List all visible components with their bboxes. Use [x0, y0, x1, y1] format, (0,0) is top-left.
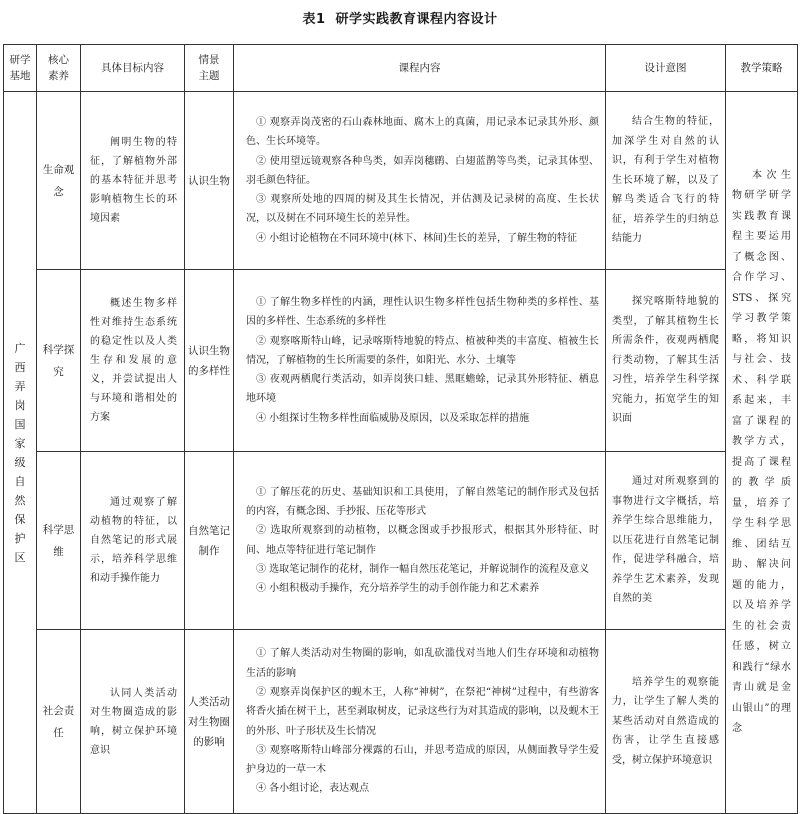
table-row — [4, 452, 798, 630]
table-row — [4, 92, 798, 270]
goal-cell: 概述生物多样性对维持生态系统的稳定性以及人类生存和发展的意义，并尝试提出人与环境和谐相处的方案 — [81, 270, 185, 452]
content-item: ① 了解压花的历史、基础知识和工具使用，了解自然笔记的制作形式及包括的内容，有概念图、手抄报、压花等形式 — [246, 486, 599, 517]
header-content: 课程内容 — [234, 45, 606, 92]
base-name: 广西弄岗国家级自然保护区 — [14, 341, 26, 564]
table-row — [4, 270, 798, 452]
table-title: 研学实践教育课程内容设计 — [335, 12, 498, 27]
intent-cell: 通过对所观察到的事物进行文字概括，培养学生综合思维能力，以压花进行自然笔记制作，促进学科融合，培养学生艺术素养，发现自然的美 — [606, 452, 726, 630]
content-cell — [234, 92, 606, 270]
table-number: 表1 — [302, 12, 326, 27]
content-item: ③ 观察所处地的四周的树及其生长情况，并估测及记录树的高度、生长状况，以及树在不同环境生长的差异性。 — [246, 194, 599, 225]
theme-cell: 人类活动对生物圈的影响 — [185, 630, 234, 814]
content-item: ② 选取所观察到的动植物，以概念图或手抄报形式，根据其外形特征、时间、地点等特征进行笔记制作 — [246, 525, 599, 556]
content-item: ④ 小组讨论植物在不同环境中(林下、林间)生长的差异，了解生物的特征 — [256, 232, 577, 244]
literacy-cell: 科学探究 — [37, 270, 81, 452]
content-item: ④ 小组积极动手操作，充分培养学生的动手创作能力和艺术素养 — [256, 583, 540, 595]
header-theme: 情景主题 — [185, 45, 234, 92]
goal-cell: 通过观察了解动植物的特征，以自然笔记的形式展示，培养科学思维和动手操作能力 — [81, 452, 185, 630]
header-goal: 具体目标内容 — [81, 45, 185, 92]
table-caption — [0, 8, 800, 27]
content-item: ① 了解生物多样性的内涵，理性认识生物多样性包括生物种类的多样性、基因的多样性、生态系统的多样性 — [246, 296, 599, 328]
literacy-cell: 生命观念 — [37, 92, 81, 270]
literacy-cell: 科学思维 — [37, 452, 81, 630]
content-item: ④ 小组探讨生物多样性面临威胁及原因，以及采取怎样的措施 — [256, 412, 530, 424]
header-strategy: 教学策略 — [726, 45, 798, 92]
theme-cell: 自然笔记制作 — [185, 452, 234, 630]
content-item: ② 观察弄岗保护区的蚬木王，人称“神树”，在祭祀“神树”过程中，有些游客将香火插在树干上，甚至剥取树皮，记录这些行为对其造成的影响，以及蚬木王的外形、叶子形状及生长情况 — [246, 686, 599, 737]
goal-cell: 认同人类活动对生物圈造成的影响，树立保护环境意识 — [81, 630, 185, 814]
base-cell — [4, 92, 37, 814]
theme-cell: 认识生物的多样性 — [185, 270, 234, 452]
header-literacy: 核心素养 — [37, 45, 81, 92]
content-cell — [234, 630, 606, 814]
content-item: ③ 观察喀斯特山峰部分裸露的石山，并思考造成的原因，从侧面教导学生爱护身边的一草一木 — [246, 744, 599, 776]
content-item: ① 了解人类活动对生物圈的影响，如乱砍滥伐对当地人们生存环境和动植物生活的影响 — [246, 648, 599, 679]
strategy-cell: 本次生物研学研学实践教育课程主要运用了概念图、合作学习、STS、探究学习教学策略，将知识与社会、技术、科学联系起来，丰富了课程的教学方式，提高了课程的教学质量，培养了学生科学思维、团结互助、解决问题的能力，以及培养学生的社会责任感，树立和践行“绿水青山就是金山银山”的理念 — [726, 92, 798, 814]
intent-cell: 探究喀斯特地貌的类型，了解其植物生长所需条件，夜观两栖爬行类动物，了解其生活习性，培养学生科学探究能力，拓宽学生的知识面 — [606, 270, 726, 452]
literacy-cell: 社会责任 — [37, 630, 81, 814]
table-row — [4, 630, 798, 814]
intent-cell: 培养学生的观察能力，让学生了解人类的某些活动对自然造成的伤害，让学生直接感受，树立保护环境意识 — [606, 630, 726, 814]
content-cell — [234, 452, 606, 630]
content-item: ③ 选取笔记制作的花材，制作一幅自然压花笔记，并解说制作的流程及意义 — [256, 563, 590, 575]
goal-cell: 阐明生物的特征，了解植物外部的基本特征并思考影响植物生长的环境因素 — [81, 92, 185, 270]
theme-cell: 认识生物 — [185, 92, 234, 270]
header-intent: 设计意图 — [606, 45, 726, 92]
intent-cell: 结合生物的特征，加深学生对自然的认识，有利于学生对植物生长环境了解，以及了解鸟类适合飞行的特征，培养学生的归纳总结能力 — [606, 92, 726, 270]
header-base: 研学基地 — [4, 45, 37, 92]
content-item: ① 观察弄岗茂密的石山森林地面、腐木上的真菌，用记录本记录其外形、颜色、生长环境等。 — [246, 116, 599, 148]
content-item: ③ 夜观两栖爬行类活动，如弄岗狭口蛙、黑眶蟾蜍，记录其外形特征、栖息地环境 — [246, 374, 599, 405]
content-item: ② 使用望远镜观察各种鸟类，如弄岗穗鹛、白翅蓝鹊等鸟类，记录其体型、羽毛颜色特征。 — [246, 155, 599, 186]
table-header-row — [4, 45, 798, 92]
content-cell — [234, 270, 606, 452]
content-item: ② 观察喀斯特山峰，记录喀斯特地貌的特点、植被种类的丰富度、植被生长情况，了解植物的生长所需要的条件，如阳光、水分、土壤等 — [246, 335, 599, 366]
content-item: ④ 各小组讨论，表达观点 — [256, 783, 370, 795]
course-design-table — [3, 44, 798, 814]
